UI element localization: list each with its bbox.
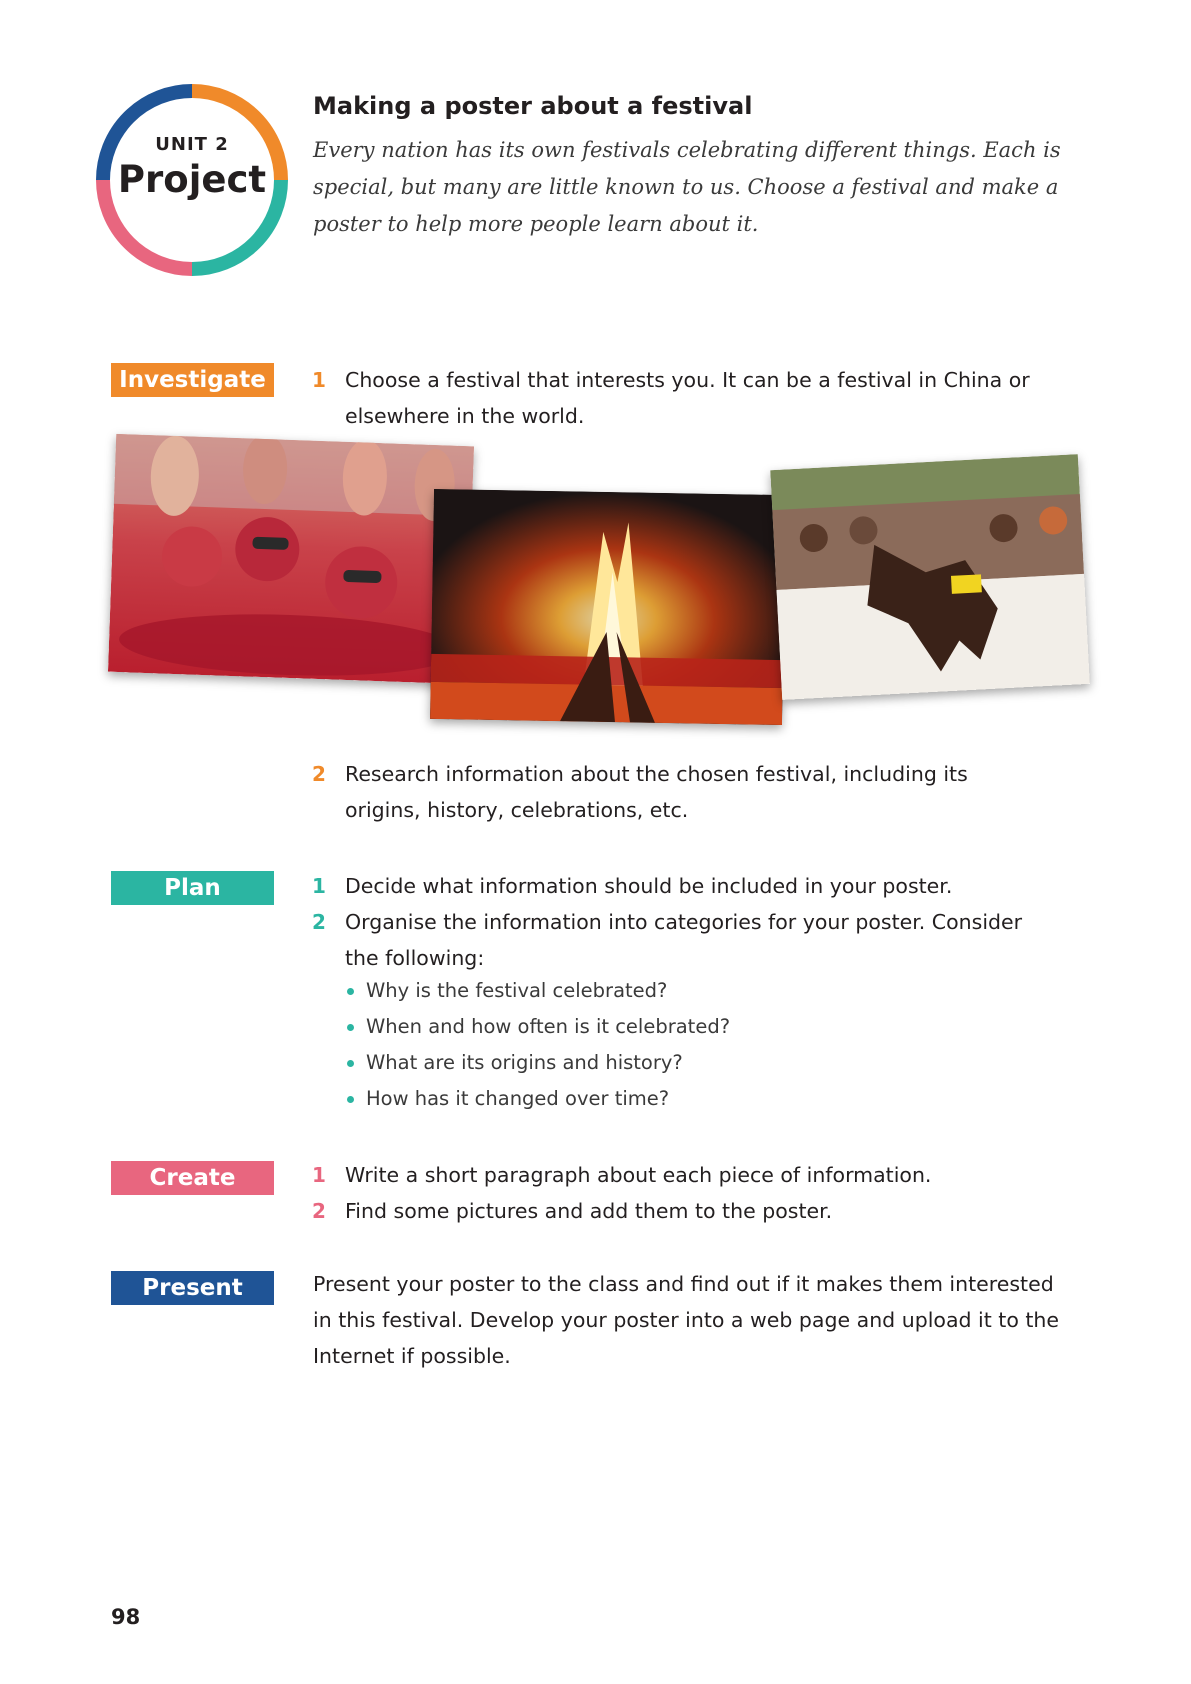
plan-step-1: Decide what information should be included in your poster. [345,874,953,898]
present-paragraph: Present your poster to the class and find out if it makes them interested in this festival. Develop your poster into a web page and upload it to the Internet if possible. [313,1272,1060,1368]
create-step-2: Find some pictures and add them to the poster. [345,1199,833,1223]
photo-bonfire-festival [430,489,786,725]
label-plan: Plan [111,871,274,905]
plan-step-2: Organise the information into categories for your poster. Consider the following: [345,910,1023,970]
unit-number: UNIT 2 [155,134,229,155]
page-title: Making a poster about a festival [313,92,753,120]
investigate-number-2: 2 [312,762,326,786]
photo-wrestling-festival [770,454,1090,700]
plan-number-1: 1 [312,874,326,898]
unit-section-title: Project [117,158,267,201]
create-number-1: 1 [312,1163,326,1187]
label-create: Create [111,1161,274,1195]
investigate-number-1: 1 [312,368,326,392]
plan-bullet: When and how often is it celebrated? [345,1009,730,1045]
plan-bullet-list [345,973,730,1117]
label-present: Present [111,1271,274,1305]
create-number-2: 2 [312,1199,326,1223]
plan-number-2: 2 [312,910,326,934]
unit-badge [94,82,290,278]
intro-paragraph: Every nation has its own festivals celebrating different things. Each is special, but many are little known to us. Choose a festival and make a poster to help more people learn about it. [313,138,1061,236]
photo-tomato-festival [108,434,474,684]
label-investigate: Investigate [111,363,274,397]
plan-bullet: Why is the festival celebrated? [345,973,730,1009]
page-number: 98 [111,1605,141,1629]
investigate-step-2: Research information about the chosen festival, including its origins, history, celebrations, etc. [345,762,968,822]
plan-bullet: What are its origins and history? [345,1045,730,1081]
plan-bullet: How has it changed over time? [345,1081,730,1117]
investigate-step-1: Choose a festival that interests you. It can be a festival in China or elsewhere in the world. [345,368,1030,428]
create-step-1: Write a short paragraph about each piece of information. [345,1163,932,1187]
